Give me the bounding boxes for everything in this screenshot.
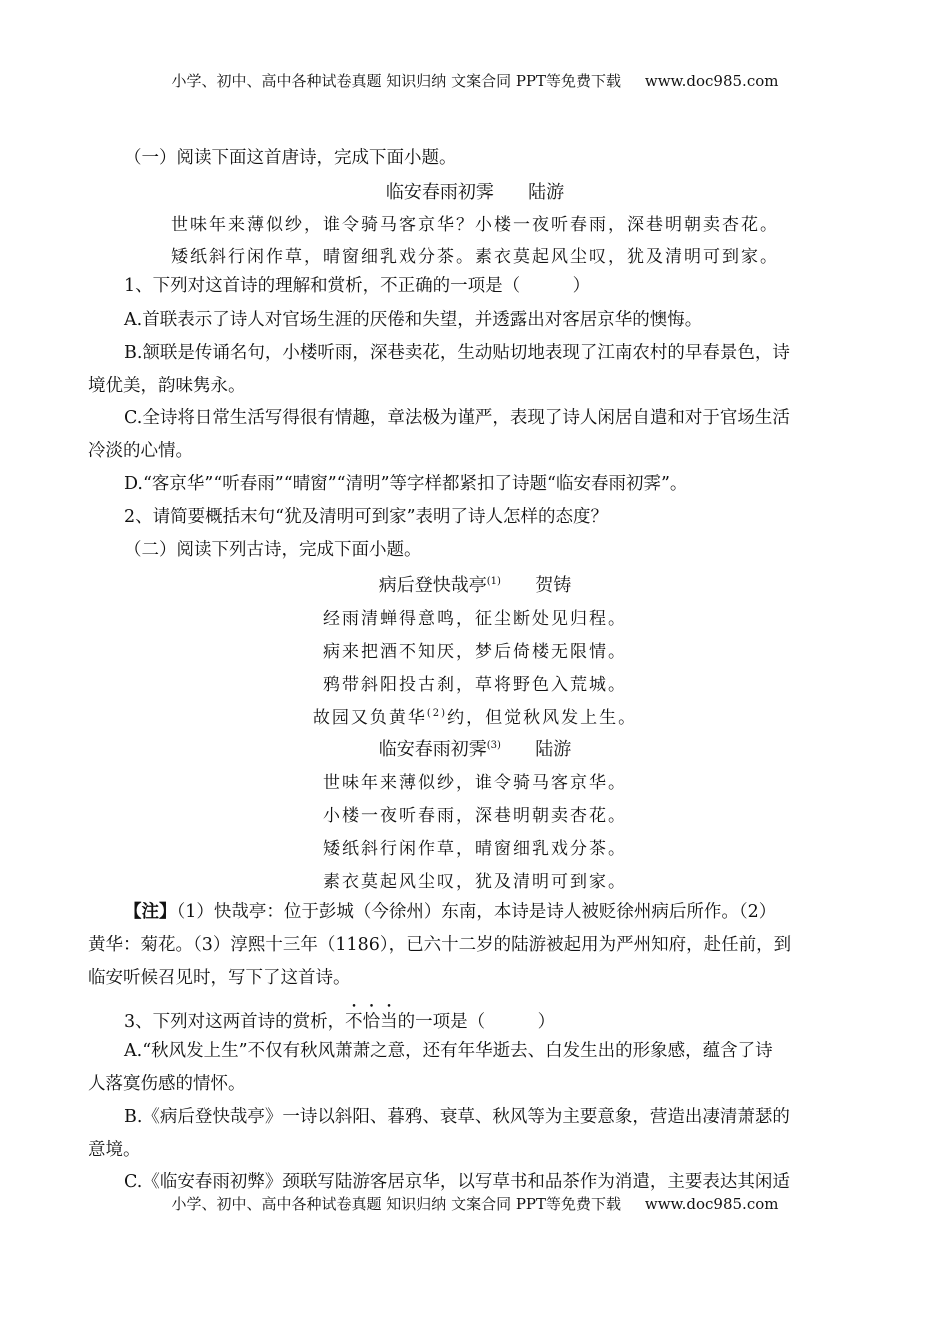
- section1-poem-heading: [0, 178, 950, 204]
- q1-option-c: C.全诗将日常生活写得很有情趣，章法极为谨严，表现了诗人闲居自遣和对于官场生活: [124, 408, 790, 428]
- poem1-title: 病后登快哉亭: [378, 575, 487, 596]
- poem2-heading: [0, 735, 950, 761]
- q1-option-b: B.颔联是传诵名句，小楼听雨，深巷卖花，生动贴切地表现了江南农村的早春景色，诗: [124, 343, 790, 363]
- footnote-marker: (2): [426, 708, 448, 719]
- q3-post: 的一项是（ ）: [397, 1012, 556, 1032]
- poem2-line: 世味年来薄似纱，谁令骑马客京华。: [323, 773, 627, 793]
- q3-pre: 3、下列对这两首诗的赏析，: [124, 1012, 346, 1032]
- header-url: www.doc985.com: [644, 72, 779, 90]
- q3-emphasis: 不恰当: [345, 1012, 398, 1032]
- poem1-last-a: 故园又负黄华: [312, 708, 427, 728]
- poem-author: 陆游: [528, 182, 565, 203]
- note-label: 【注】: [124, 902, 177, 922]
- page-footer: [0, 1193, 950, 1214]
- q3-option-a: A.“秋风发上生”不仅有秋风萧萧之意，还有年华逝去、白发生出的形象感，蕴含了诗: [124, 1041, 773, 1061]
- q1-option-c-cont: 冷淡的心情。: [88, 441, 193, 461]
- poem2-author: 陆游: [535, 739, 572, 760]
- question-1: 1、下列对这首诗的理解和赏析，不正确的一项是（ ）: [124, 276, 591, 296]
- q3-option-a-cont: 人落寞伤感的情怀。: [88, 1074, 246, 1094]
- poem2-line: 矮纸斜行闲作草，晴窗细乳戏分茶。: [323, 839, 627, 859]
- poem-line: 矮纸斜行闲作草，晴窗细乳戏分茶。素衣莫起风尘叹，犹及清明可到家。: [171, 247, 779, 267]
- footnote-marker: (3): [486, 740, 501, 751]
- page-header: [0, 70, 950, 91]
- footer-text: 小学、初中、高中各种试卷真题 知识归纳 文案合同 PPT等免费下载: [171, 1195, 622, 1213]
- footnote-marker: (1): [486, 576, 501, 587]
- poem1-last-b: 约，但觉秋风发上生。: [447, 708, 638, 728]
- poem1-author: 贺铸: [535, 575, 572, 596]
- poem1-line: 病来把酒不知厌，梦后倚楼无限情。: [323, 642, 627, 662]
- poem2-title: 临安春雨初霁: [378, 739, 487, 760]
- header-text: 小学、初中、高中各种试卷真题 知识归纳 文案合同 PPT等免费下载: [171, 72, 622, 90]
- q1-option-b-cont: 境优美，韵味隽永。: [88, 376, 246, 396]
- poem1-line: 经雨清蝉得意鸣，征尘断处见归程。: [323, 609, 627, 629]
- poem-line: 世味年来薄似纱，谁令骑马客京华？小楼一夜听春雨，深巷明朝卖杏花。: [171, 215, 779, 235]
- q1-option-d: D.“客京华”“听春雨”“晴窗”“清明”等字样都紧扣了诗题“临安春雨初霁”。: [124, 474, 688, 494]
- poem1-heading: [0, 571, 950, 597]
- question-2: 2、请简要概括末句“犹及清明可到家”表明了诗人怎样的态度？: [124, 507, 609, 527]
- poem1-line: [0, 703, 950, 728]
- note-line-3: 临安听候召见时，写下了这首诗。: [88, 968, 351, 988]
- q3-option-b-cont: 意境。: [88, 1140, 141, 1160]
- note-text: （1）快哉亭：位于彭城（今徐州）东南，本诗是诗人被贬徐州病后所作。（2）: [176, 902, 777, 922]
- section1-intro: （一）阅读下面这首唐诗，完成下面小题。: [124, 148, 457, 168]
- q3-option-b: B.《病后登快哉亭》一诗以斜阳、暮鸦、衰草、秋风等为主要意象，营造出凄清萧瑟的: [124, 1107, 790, 1127]
- poem1-line: 鸦带斜阳投古刹，草将野色入荒城。: [323, 675, 627, 695]
- q3-option-c: C.《临安春雨初弊》颈联写陆游客居京华，以写草书和品茶作为消遣，主要表达其闲适: [124, 1172, 790, 1192]
- poem2-line: 素衣莫起风尘叹，犹及清明可到家。: [323, 872, 627, 892]
- note-line-1: [124, 901, 776, 923]
- note-line-2: 黄华：菊花。（3）淳熙十三年（1186），已六十二岁的陆游被起用为严州知府，赴任前，到: [88, 935, 792, 955]
- question-3: [124, 1002, 555, 1033]
- poem-title: 临安春雨初霁: [385, 182, 494, 203]
- section2-intro: （二）阅读下列古诗，完成下面小题。: [124, 540, 422, 560]
- footer-url: www.doc985.com: [644, 1195, 779, 1213]
- poem2-line: 小楼一夜听春雨，深巷明朝卖杏花。: [323, 806, 627, 826]
- q1-option-a: A.首联表示了诗人对官场生涯的厌倦和失望，并透露出对客居京华的懊悔。: [124, 310, 703, 330]
